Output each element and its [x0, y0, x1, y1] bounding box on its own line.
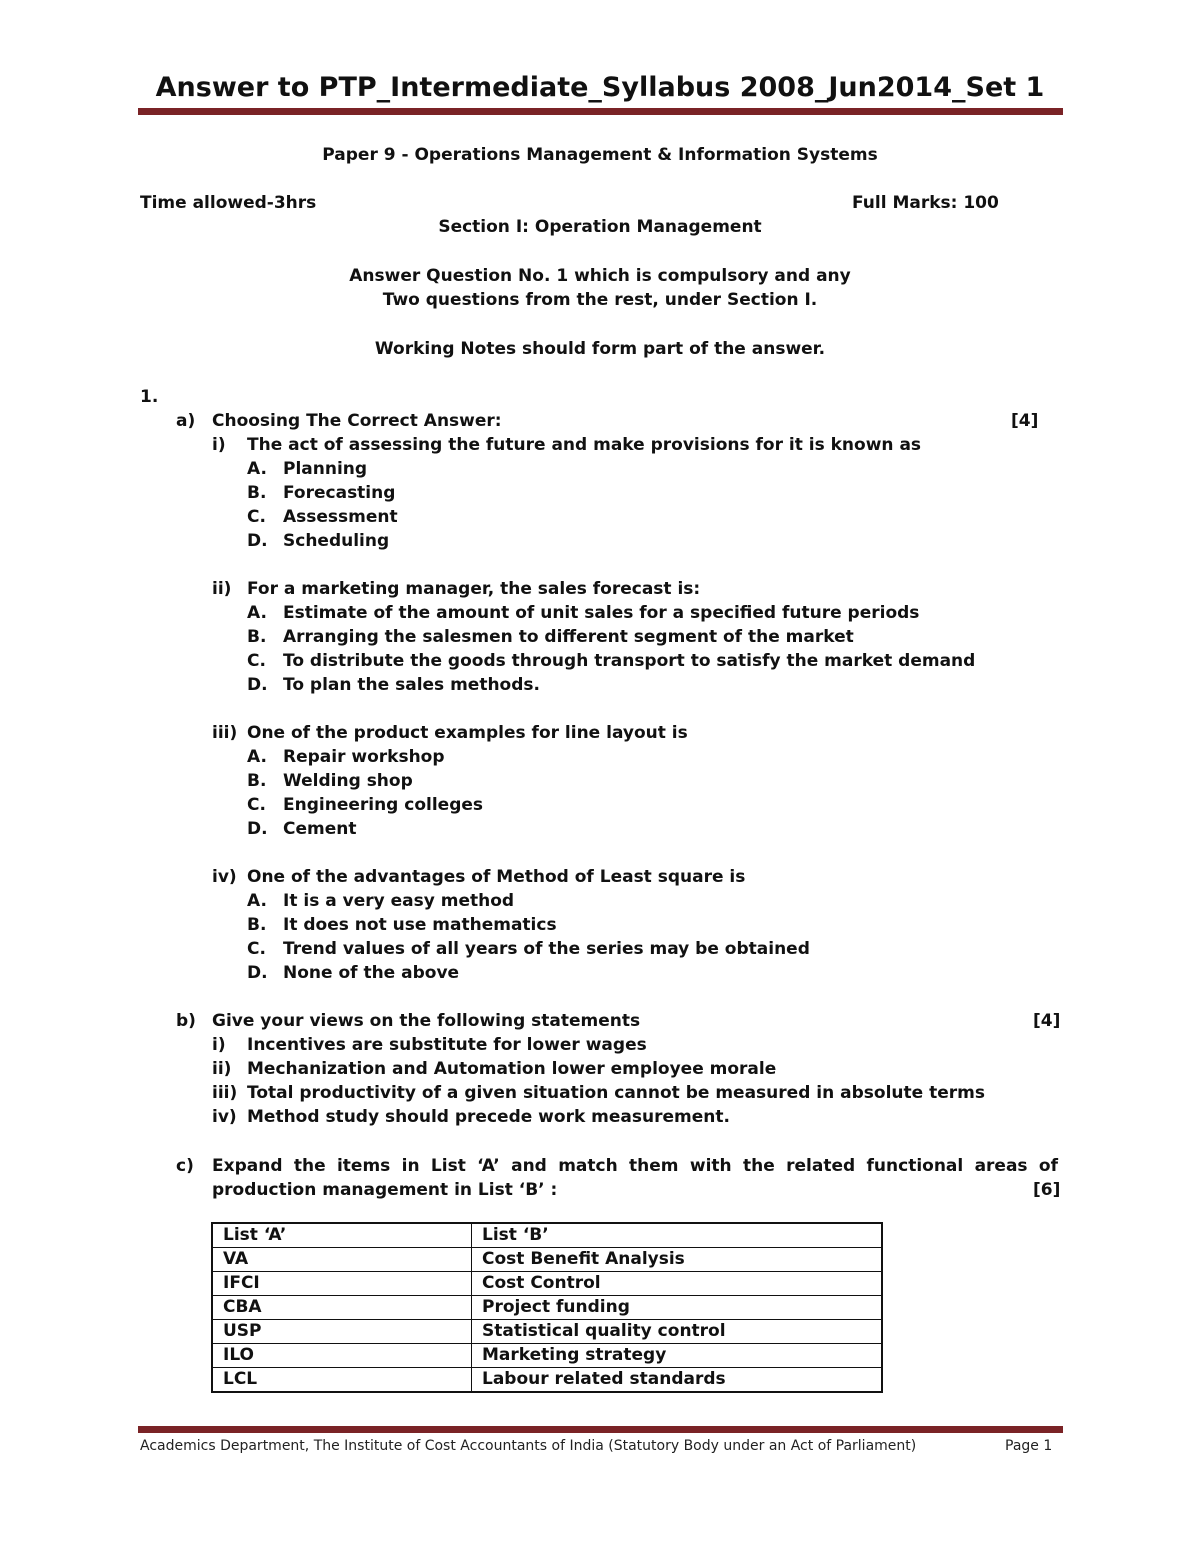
question-number: 1. [140, 387, 159, 407]
part-a-text: Choosing The Correct Answer: [212, 411, 502, 431]
option-letter: C. [247, 939, 266, 959]
part-c-line-1: Expand the items in List ‘A’ and match them with the related functional areas of [212, 1156, 1058, 1176]
option-text: Estimate of the amount of unit sales for a specified future periods [283, 603, 920, 623]
instruction-line-2: Two questions from the rest, under Section I. [382, 290, 818, 310]
page-number: Page 1 [1005, 1438, 1053, 1454]
part-b-text: Give your views on the following statements [212, 1011, 641, 1031]
option-letter: A. [247, 891, 267, 911]
part-c-label: c) [176, 1156, 194, 1176]
option-text: Welding shop [283, 771, 413, 791]
header-rule [138, 108, 1063, 115]
option-letter: C. [247, 507, 266, 527]
table-row [212, 1320, 882, 1344]
footer-text: Academics Department, The Institute of Cost Accountants of India (Statutory Body under an Act of Parliament) [140, 1438, 917, 1454]
statement-number: ii) [212, 1059, 232, 1079]
table-row [212, 1344, 882, 1368]
table-cell: Statistical quality control [472, 1320, 883, 1344]
table-header-cell: List ‘A’ [212, 1223, 472, 1248]
option-letter: B. [247, 483, 267, 503]
statement-number: iv) [212, 1107, 237, 1127]
part-c-line-2: production management in List ‘B’ : [212, 1180, 558, 1200]
statement-number: i) [212, 1035, 226, 1055]
mcq-question: The act of assessing the future and make provisions for it is known as [247, 435, 922, 455]
mcq-number: i) [212, 435, 226, 455]
table-cell: LCL [212, 1368, 472, 1393]
part-a-label: a) [176, 411, 196, 431]
option-letter: B. [247, 627, 267, 647]
table-cell: CBA [212, 1296, 472, 1320]
mcq-number: ii) [212, 579, 232, 599]
statement-text: Incentives are substitute for lower wages [247, 1035, 647, 1055]
option-text: None of the above [283, 963, 460, 983]
option-letter: B. [247, 915, 267, 935]
part-b-marks: [4] [1033, 1011, 1061, 1031]
table-row [212, 1272, 882, 1296]
mcq-question: For a marketing manager, the sales forecast is: [247, 579, 701, 599]
paper-title: Paper 9 - Operations Management & Information Systems [322, 145, 878, 165]
option-letter: A. [247, 603, 267, 623]
option-text: It does not use mathematics [283, 915, 557, 935]
table-cell: Cost Control [472, 1272, 883, 1296]
option-text: Cement [283, 819, 357, 839]
option-text: Arranging the salesmen to different segment of the market [283, 627, 854, 647]
mcq-question: One of the advantages of Method of Least square is [247, 867, 746, 887]
mcq-number: iii) [212, 723, 238, 743]
option-text: To plan the sales methods. [283, 675, 540, 695]
mcq-question: One of the product examples for line layout is [247, 723, 688, 743]
table-cell: Labour related standards [472, 1368, 883, 1393]
option-letter: A. [247, 747, 267, 767]
option-text: Assessment [283, 507, 398, 527]
statement-text: Method study should precede work measurement. [247, 1107, 730, 1127]
statement-text: Total productivity of a given situation cannot be measured in absolute terms [247, 1083, 985, 1103]
option-text: Engineering colleges [283, 795, 484, 815]
option-letter: D. [247, 819, 268, 839]
option-letter: B. [247, 771, 267, 791]
full-marks: Full Marks: 100 [852, 193, 999, 213]
mcq-number: iv) [212, 867, 237, 887]
option-letter: A. [247, 459, 267, 479]
table-row [212, 1248, 882, 1272]
option-text: Planning [283, 459, 368, 479]
table-header-row [212, 1223, 882, 1248]
option-letter: D. [247, 963, 268, 983]
option-letter: D. [247, 675, 268, 695]
table-row [212, 1296, 882, 1320]
page-header-title: Answer to PTP_Intermediate_Syllabus 2008_Jun2014_Set 1 [155, 72, 1045, 103]
table-row [212, 1368, 882, 1393]
table-cell: Marketing strategy [472, 1344, 883, 1368]
table-cell: Project funding [472, 1296, 883, 1320]
option-text: Scheduling [283, 531, 390, 551]
table-header-cell: List ‘B’ [472, 1223, 883, 1248]
statement-number: iii) [212, 1083, 238, 1103]
footer-rule [138, 1426, 1063, 1433]
option-letter: C. [247, 651, 266, 671]
option-text: It is a very easy method [283, 891, 515, 911]
option-text: Repair workshop [283, 747, 445, 767]
option-text: Forecasting [283, 483, 396, 503]
time-allowed: Time allowed-3hrs [140, 193, 317, 213]
option-letter: D. [247, 531, 268, 551]
option-text: Trend values of all years of the series may be obtained [283, 939, 810, 959]
matching-table [211, 1222, 883, 1393]
table-cell: IFCI [212, 1272, 472, 1296]
section-title: Section I: Operation Management [438, 217, 762, 237]
part-a-marks: [4] [1011, 411, 1039, 431]
statement-text: Mechanization and Automation lower employee morale [247, 1059, 777, 1079]
part-c-marks: [6] [1033, 1180, 1061, 1200]
option-text: To distribute the goods through transport to satisfy the market demand [283, 651, 976, 671]
table-cell: USP [212, 1320, 472, 1344]
table-cell: ILO [212, 1344, 472, 1368]
table-cell: Cost Benefit Analysis [472, 1248, 883, 1272]
option-letter: C. [247, 795, 266, 815]
working-notes: Working Notes should form part of the answer. [374, 339, 826, 359]
part-b-label: b) [176, 1011, 196, 1031]
instruction-line-1: Answer Question No. 1 which is compulsory and any [349, 266, 851, 286]
table-cell: VA [212, 1248, 472, 1272]
